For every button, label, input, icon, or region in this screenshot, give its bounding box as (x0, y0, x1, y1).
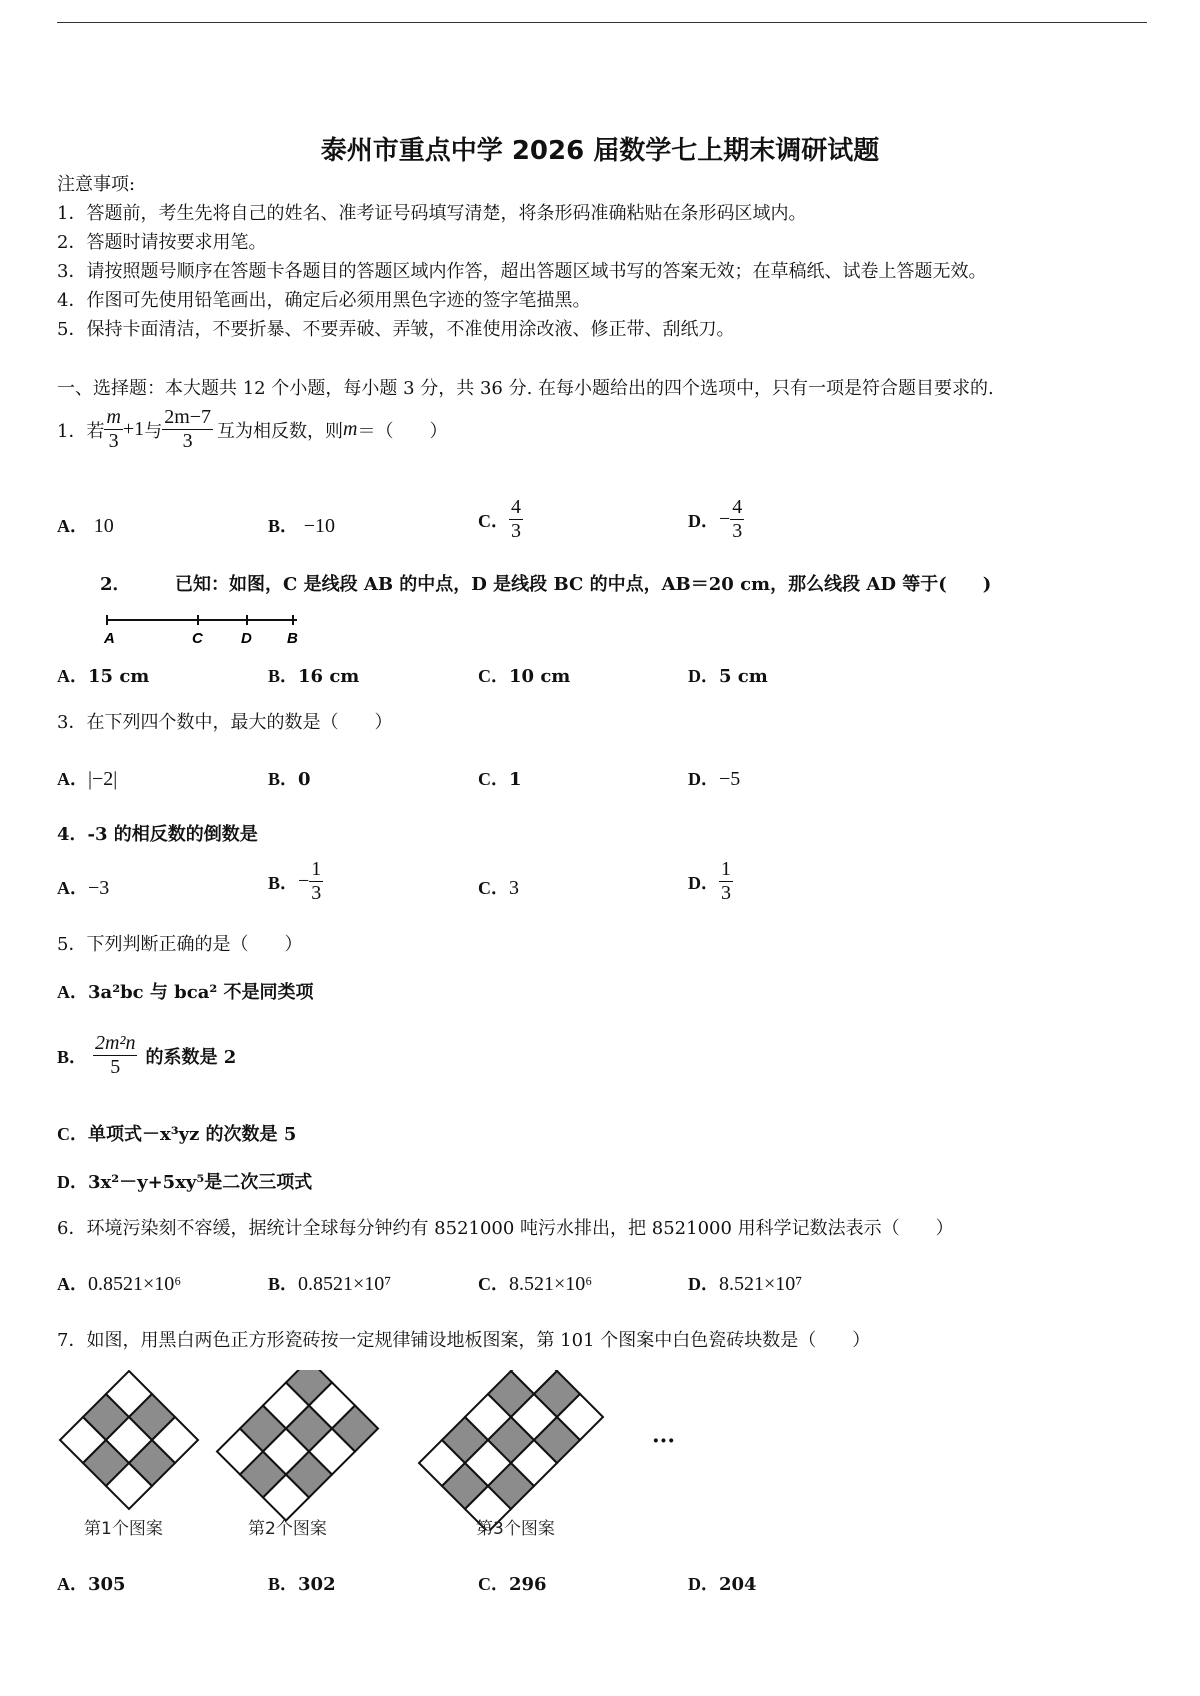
option-letter: C． (478, 510, 509, 531)
q4-option-d[interactable] (688, 858, 733, 905)
frac-num: 1 (721, 858, 731, 880)
frac-num: 2m²n (95, 1032, 136, 1054)
q3-option-c[interactable] (478, 765, 522, 791)
q3-option-d[interactable] (688, 765, 740, 791)
q5-option-a[interactable] (57, 978, 314, 1004)
option-value: 8.521×10⁷ (719, 1273, 803, 1295)
point-label-b: B (287, 630, 298, 647)
q1-pre: 1．若 (57, 420, 105, 442)
q2-option-c[interactable] (478, 662, 570, 688)
point-label-c: C (192, 630, 203, 647)
option-value: 10 cm (509, 666, 571, 687)
notice-item-2: 2．答题时请按要求用笔。 (57, 232, 267, 253)
option-letter: C． (478, 666, 509, 686)
q1-f2-den: 3 (182, 430, 193, 452)
option-letter: D． (688, 510, 719, 531)
point-label-a: A (104, 630, 115, 647)
option-value: 16 cm (298, 666, 360, 687)
option-fraction (719, 858, 733, 905)
option-fraction (730, 496, 744, 543)
option-letter: A． (57, 1574, 88, 1594)
q7-option-b[interactable] (268, 1570, 336, 1596)
q1-option-a[interactable] (57, 512, 114, 538)
option-letter: D． (688, 1574, 719, 1594)
option-letter: A． (57, 666, 88, 686)
q2-option-b[interactable] (268, 662, 359, 688)
option-letter: B． (268, 666, 299, 686)
q1-fraction-1 (104, 406, 122, 453)
option-letter: B． (268, 1574, 299, 1594)
q2-option-a[interactable] (57, 662, 149, 688)
option-value: 296 (509, 1574, 547, 1595)
question-4: 4．-3 的相反数的倒数是 (57, 824, 258, 845)
frac-num: 4 (511, 496, 521, 518)
option-fraction (509, 496, 523, 543)
frac-num: 4 (732, 496, 743, 518)
option-letter: C． (478, 878, 509, 898)
q7-figure-label-3: 第3个图案 (476, 1519, 555, 1539)
option-letter: C． (478, 1274, 509, 1294)
option-letter: A． (57, 982, 88, 1002)
q1-f1-num: m (106, 406, 121, 428)
option-letter: D． (688, 872, 719, 893)
q2-text: 已知：如图，C 是线段 AB 的中点，D 是线段 BC 的中点，AB＝20 cm，那么线段 AD 等于( ) (175, 574, 992, 595)
option-value: 0.8521×10⁶ (88, 1273, 182, 1295)
q4-option-a[interactable] (57, 874, 109, 900)
option-letter: A． (57, 516, 88, 536)
option-value: 的系数是 2 (145, 1046, 237, 1068)
q7-option-a[interactable] (57, 1570, 126, 1596)
q6-option-b[interactable] (268, 1270, 391, 1296)
option-value: 3x²－y+5xy⁵是二次三项式 (88, 1172, 313, 1193)
option-letter: B． (268, 769, 299, 789)
option-value: 单项式－x³yz 的次数是 5 (88, 1124, 297, 1145)
q3-option-a[interactable] (57, 765, 117, 791)
q5-option-d[interactable] (57, 1168, 312, 1194)
question-5: 5．下列判断正确的是（ ） (57, 934, 303, 955)
option-value: −10 (303, 515, 336, 537)
notice-item-1: 1．答题前，考生先将自己的姓名、准考证号码填写清楚，将条形码准确粘贴在条形码区域内。 (57, 203, 807, 224)
option-letter: C． (478, 769, 509, 789)
frac-den: 3 (511, 520, 521, 542)
frac-den: 3 (732, 520, 743, 542)
option-letter: B． (268, 516, 299, 536)
q1-post: 互为相反数，则 (217, 420, 344, 442)
option-value: 5 cm (719, 666, 768, 687)
notice-item-5: 5．保持卡面清洁，不要折暴、不要弄破、弄皱，不准使用涂改液、修正带、刮纸刀。 (57, 319, 735, 340)
option-letter: A． (57, 1274, 88, 1294)
q1-var: m (343, 418, 358, 440)
q4-option-b[interactable] (268, 858, 323, 905)
question-7: 7．如图，用黑白两色正方形瓷砖按一定规律铺设地板图案，第 101 个图案中白色瓷砖块数是（ ） (57, 1330, 871, 1351)
option-fraction (93, 1032, 137, 1079)
q7-figure-label-2: 第2个图案 (248, 1519, 327, 1539)
question-1 (57, 406, 447, 453)
option-letter: A． (57, 878, 88, 898)
q6-option-a[interactable] (57, 1270, 181, 1296)
option-value: 8.521×10⁶ (509, 1273, 593, 1295)
q1-mid: 与 (144, 420, 163, 442)
option-letter: D． (57, 1172, 88, 1192)
option-value: 0.8521×10⁷ (298, 1273, 392, 1295)
point-label-d: D (241, 630, 252, 647)
q1-plus: +1 (122, 418, 145, 440)
q3-option-b[interactable] (268, 765, 311, 791)
q6-option-d[interactable] (688, 1270, 802, 1296)
q7-option-d[interactable] (688, 1570, 757, 1596)
q4-option-c[interactable] (478, 874, 519, 900)
q1-f2-num: 2m−7 (164, 406, 212, 428)
q7-ellipsis: ··· (652, 1428, 675, 1454)
option-fraction (309, 858, 323, 905)
option-letter: D． (688, 769, 719, 789)
section-heading: 一、选择题：本大题共 12 个小题，每小题 3 分，共 36 分. 在每小题给出的四个选项中，只有一项是符合题目要求的. (57, 378, 994, 399)
option-value: 1 (509, 769, 522, 790)
frac-num: 1 (311, 858, 322, 880)
option-value: −5 (719, 768, 741, 790)
option-value: 0 (298, 769, 311, 790)
q7-figure-label-1: 第1个图案 (84, 1519, 163, 1539)
option-letter: D． (688, 1274, 719, 1294)
q7-tile-patterns (0, 1370, 720, 1530)
notice-item-4: 4．作图可先使用铅笔画出，确定后必须用黑色字迹的签字笔描黑。 (57, 290, 591, 311)
option-letter: A． (57, 769, 88, 789)
question-6: 6．环境污染刻不容缓，据统计全球每分钟约有 8521000 吨污水排出，把 8521000 用科学记数法表示（ ） (57, 1218, 954, 1239)
q1-option-d[interactable] (688, 496, 744, 543)
option-letter: C． (478, 1574, 509, 1594)
q2-number: 2． (100, 574, 131, 595)
notice-item-3: 3．请按照题号顺序在答题卡各题目的答题区域内作答，超出答题区域书写的答案无效；在草稿纸、试卷上答题无效。 (57, 261, 987, 282)
option-letter: C． (57, 1124, 88, 1144)
page-title: 泰州市重点中学 2026 届数学七上期末调研试题 (320, 136, 880, 166)
option-sign: − (298, 870, 310, 892)
option-value: 15 cm (88, 666, 150, 687)
option-value: 305 (88, 1574, 126, 1595)
option-value: 302 (298, 1574, 336, 1595)
option-value: |−2| (88, 768, 118, 790)
option-sign: − (719, 508, 731, 530)
q1-option-b[interactable] (268, 512, 335, 538)
option-value: 3 (509, 877, 519, 899)
option-value: 3a²bc 与 bca² 不是同类项 (88, 982, 314, 1003)
q6-option-c[interactable] (478, 1270, 592, 1296)
option-value: 10 (93, 515, 114, 537)
question-3: 3．在下列四个数中，最大的数是（ ） (57, 712, 393, 733)
frac-den: 5 (110, 1056, 121, 1078)
option-value: −3 (88, 877, 110, 899)
frac-den: 3 (311, 882, 322, 904)
q5-option-b[interactable] (57, 1032, 236, 1079)
q1-end: ＝（ ） (357, 420, 448, 442)
q2-segment-figure (95, 612, 315, 648)
q2-option-d[interactable] (688, 662, 768, 688)
option-letter: D． (688, 666, 719, 686)
option-value: 204 (719, 1574, 757, 1595)
q1-fraction-2 (162, 406, 213, 453)
frac-den: 3 (721, 882, 731, 904)
option-letter: B． (268, 1274, 299, 1294)
q1-option-c[interactable] (478, 496, 523, 543)
q1-f1-den: 3 (108, 430, 119, 452)
q5-option-c[interactable] (57, 1120, 296, 1146)
header-rule (57, 22, 1147, 23)
q7-option-c[interactable] (478, 1570, 547, 1596)
option-letter: B． (268, 872, 299, 893)
option-letter: B． (57, 1046, 88, 1067)
notice-heading: 注意事项: (57, 174, 136, 195)
